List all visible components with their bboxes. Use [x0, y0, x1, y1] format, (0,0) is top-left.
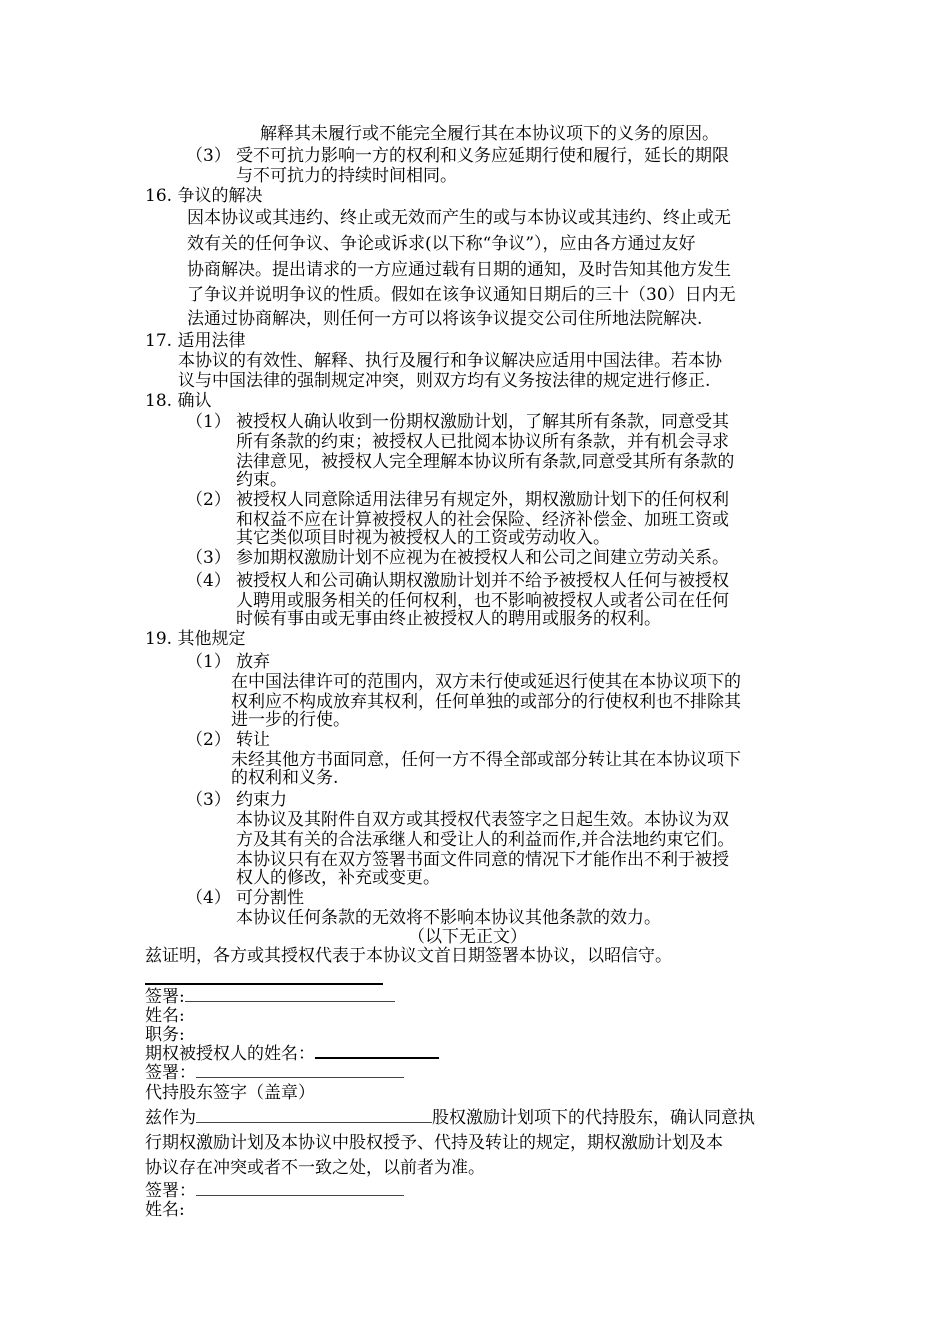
s19-3-line: 本协议只有在双方签署书面文件同意的情况下才能作出不利于被授: [236, 850, 729, 870]
s15-p3-number: （3）: [186, 146, 231, 166]
sign-blank[interactable]: [185, 1000, 395, 1002]
s18-heading: 18. 确认: [145, 391, 212, 411]
s19-2-number: （2）: [186, 730, 231, 750]
grantee-name-blank[interactable]: [315, 1056, 439, 1059]
s19-3-line: 权人的修改，补充或变更。: [236, 868, 440, 888]
s17-line: 本协议的有效性、解释、执行及履行和争议解决应适用中国法律。若本协: [178, 351, 722, 371]
proxy-text: 股权激励计划项下的代持股东，确认同意执: [432, 1108, 755, 1128]
s16-line: 效有关的任何争议、争论或诉求(以下称“争议”），应由各方通过友好: [187, 234, 696, 254]
proxy-plan-blank[interactable]: [196, 1121, 432, 1123]
s16-line: 因本协议或其违约、终止或无效而产生的或与本协议或其违约、终止或无: [187, 208, 731, 228]
s18-1-line: 所有条款的约束；被授权人已批阅本协议所有条款，并有机会寻求: [236, 432, 729, 452]
proxy-line: 行期权激励计划及本协议中股权授予、代持及转让的规定，期权激励计划及本: [145, 1133, 723, 1153]
s19-heading: 19. 其他规定: [145, 629, 246, 649]
s18-1-line: 法律意见，被授权人完全理解本协议所有条款,同意受其所有条款的: [236, 452, 735, 472]
proxy-signature-label: 代持股东签字（盖章）: [145, 1083, 315, 1103]
sign-label: 签署:: [145, 987, 185, 1007]
s17-line: 议与中国法律的强制规定冲突，则双方均有义务按法律的规定进行修正.: [178, 371, 711, 391]
s19-1-number: （1）: [186, 652, 231, 672]
s19-4-title: 可分割性: [236, 888, 304, 908]
s16-line: 协商解决。提出请求的一方应通过载有日期的通知，及时告知其他方发生: [187, 260, 731, 280]
s19-3-line: 本协议及其附件自双方或其授权代表签字之日起生效。本协议为双: [236, 810, 729, 830]
proxy-text: 兹作为: [145, 1108, 196, 1128]
s19-2-line: 未经其他方书面同意，任何一方不得全部或部分转让其在本协议项下: [231, 750, 741, 770]
s19-2-title: 转让: [236, 730, 270, 750]
s18-4-line: 被授权人和公司确认期权激励计划并不给予被授权人任何与被授权: [236, 571, 729, 591]
s19-1-line: 在中国法律许可的范围内，双方未行使或延迟行使其在本协议项下的: [231, 672, 741, 692]
s19-4-number: （4）: [186, 888, 231, 908]
proxy-line: [145, 1107, 755, 1129]
s15-p3-line: 受不可抗力影响一方的权利和义务应延期行使和履行，延长的期限: [236, 146, 729, 166]
s19-1-line: 进一步的行使。: [231, 710, 350, 730]
s19-1-line: 权利应不构成放弃其权利，任何单独的或部分的行使权利也不排除其: [231, 692, 741, 712]
s18-2-line: 和权益不应在计算被授权人的社会保险、经济补偿金、加班工资或: [236, 510, 729, 530]
s19-1-title: 放弃: [236, 652, 270, 672]
sign-blank[interactable]: [196, 1076, 404, 1078]
sign-blank[interactable]: [196, 1194, 404, 1196]
title-label: 职务:: [145, 1025, 185, 1045]
s19-4-line: 本协议任何条款的无效将不影响本协议其他条款的效力。: [236, 908, 661, 928]
grantee-name-label: 期权被授权人的姓名：: [145, 1044, 315, 1064]
s18-4-line: 人聘用或服务相关的任何权利，也不影响被授权人或者公司在任何: [236, 591, 729, 611]
name-label: 姓名:: [145, 1006, 185, 1026]
s19-2-line: 的权利和义务.: [231, 768, 339, 788]
s15-p3-line: 与不可抗力的持续时间相同。: [236, 166, 457, 186]
name-label: 姓名:: [145, 1200, 185, 1220]
s15-tail-line: 解释其未履行或不能完全履行其在本协议项下的义务的原因。: [260, 124, 719, 144]
s18-4-number: （4）: [186, 571, 231, 591]
s18-3-line: 参加期权激励计划不应视为在被授权人和公司之间建立劳动关系。: [236, 548, 729, 568]
signature-rule: [145, 983, 383, 985]
s16-line: 了争议并说明争议的性质。假如在该争议通知日期后的三十（30）日内无: [187, 285, 736, 305]
s18-4-line: 时候有事由或无事由终止被授权人的聘用或服务的权利。: [236, 609, 661, 629]
s17-heading: 17. 适用法律: [145, 331, 246, 351]
sign-line-2: [145, 1062, 404, 1084]
s19-3-line: 方及其有关的合法承继人和受让人的利益而作,并合法地约束它们。: [236, 830, 735, 850]
proxy-line: 协议存在冲突或者不一致之处，以前者为准。: [145, 1158, 485, 1178]
s18-1-number: （1）: [186, 412, 231, 432]
s19-3-title: 约束力: [236, 790, 287, 810]
witness-clause: 兹证明，各方或其授权代表于本协议文首日期签署本协议，以昭信守。: [145, 946, 672, 966]
sign-label: 签署：: [145, 1181, 196, 1201]
no-text-below-note: （以下无正文）: [408, 927, 527, 947]
s16-line: 法通过协商解决，则任何一方可以将该争议提交公司住所地法院解决.: [187, 309, 703, 329]
s18-2-line: 被授权人同意除适用法律另有规定外，期权激励计划下的任何权利: [236, 490, 729, 510]
s18-1-line: 被授权人确认收到一份期权激励计划，了解其所有条款，同意受其: [236, 412, 729, 432]
s18-2-line: 其它类似项目时视为被授权人的工资或劳动收入。: [236, 528, 610, 548]
s16-heading: 16. 争议的解决: [145, 186, 263, 206]
s18-3-number: （3）: [186, 548, 231, 568]
s18-2-number: （2）: [186, 490, 231, 510]
s18-1-line: 约束。: [236, 470, 287, 490]
s19-3-number: （3）: [186, 790, 231, 810]
sign-label: 签署：: [145, 1063, 196, 1083]
